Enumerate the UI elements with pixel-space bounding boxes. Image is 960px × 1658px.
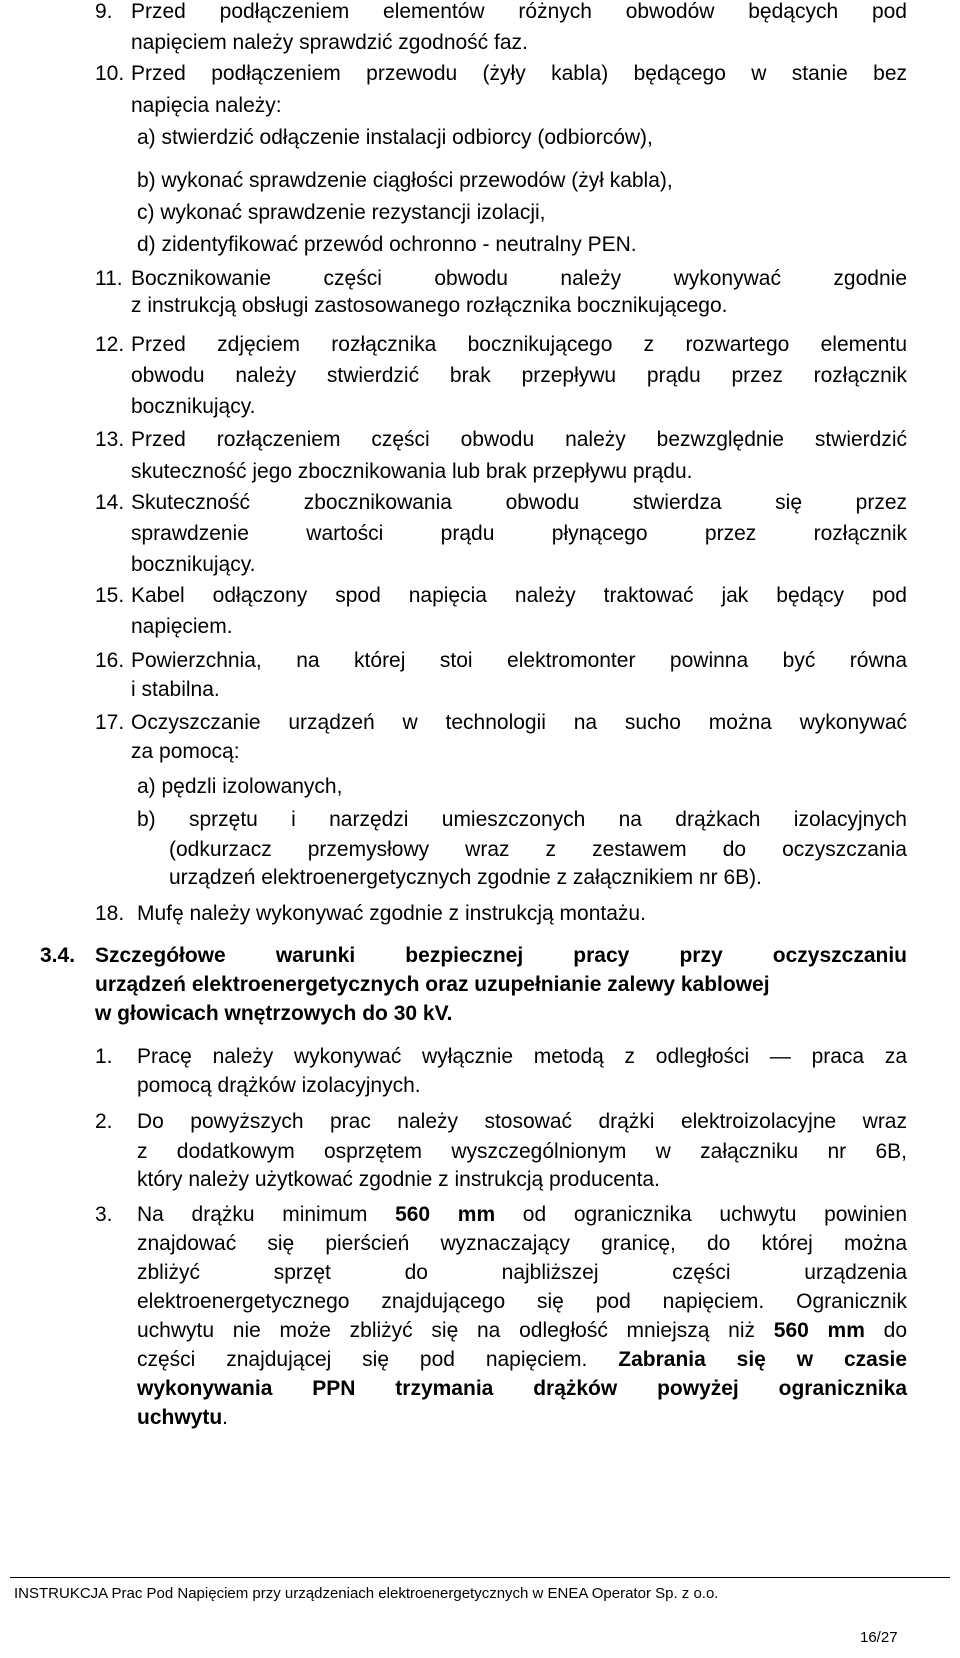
point-number-1: 1. [95,1045,113,1068]
point-3-distance: 560 mm [773,1319,865,1342]
item-17-sub-a: a) pędzli izolowanych, [137,775,343,798]
item-17-line-2: za pomocą: [131,740,240,763]
item-17-sub-b-line-2: (odkurzacz przemysłowy wraz z zestawem do oczyszczania [169,838,907,861]
item-18-line-1: Mufę należy wykonywać zgodnie z instrukcją montażu. [137,902,646,925]
item-14-line-3: bocznikujący. [131,553,256,576]
point-number-2: 2. [95,1110,113,1133]
point-3-prohibition: uchwytu [137,1406,223,1429]
item-11-line-2: z instrukcją obsługi zastosowanego rozłącznika bocznikującego. [131,294,728,317]
point-3-line-5 [137,1315,907,1346]
item-number-11: 11. [95,267,123,290]
point-3-line-4: elektroenergetycznego znajdującego się pod napięciem. Ogranicznik [137,1290,907,1313]
item-14-line-1: Skuteczność zbocznikowania obwodu stwierdza się przez [131,491,907,514]
item-13-line-2: skuteczność jego zbocznikowania lub brak przepływu prądu. [131,460,693,483]
item-number-17: 17. [95,711,125,734]
item-10-sub-d: d) zidentyfikować przewód ochronno - neutralny PEN. [137,233,637,256]
item-15-line-2: napięciem. [131,615,233,638]
item-17-line-1: Oczyszczanie urządzeń w technologii na sucho można wykonywać [131,711,907,734]
section-number: 3.4. [40,944,76,967]
item-number-15: 15. [95,584,125,607]
point-number-3: 3. [95,1203,113,1226]
item-12-line-3: bocznikujący. [131,395,256,418]
footer-text: INSTRUKCJA Prac Pod Napięciem przy urządzeniach elektroenergetycznych w ENEA Operator Sp. z o.o. [14,1585,719,1602]
item-number-18: 18. [95,902,125,925]
item-16-line-2: i stabilna. [131,678,220,701]
point-1-line-2: pomocą drążków izolacyjnych. [137,1074,421,1097]
point-3-text: do [864,1319,908,1342]
item-14-line-2: sprawdzenie wartości prądu płynącego przez rozłącznik [131,522,907,545]
item-number-12: 12. [95,333,125,356]
point-3-text: uchwytu nie może zbliżyć się na odległość mniejszą niż [137,1319,774,1342]
point-1-line-1: Pracę należy wykonywać wyłącznie metodą z odległości — praca za [137,1045,907,1068]
point-3-line-6 [137,1344,907,1375]
item-10-sub-a: a) stwierdzić odłączenie instalacji odbiorcy (odbiorców), [137,126,653,149]
item-13-line-1: Przed rozłączeniem części obwodu należy bezwzględnie stwierdzić [131,428,907,451]
item-9-line-1: Przed podłączeniem elementów różnych obwodów będących pod [131,0,907,23]
point-3-prohibition: Zabrania się w czasie [618,1348,908,1371]
item-17-sub-b-line-1: b) sprzętu i narzędzi umieszczonych na drążkach izolacyjnych [137,808,907,831]
point-2-line-2: z dodatkowym osprzętem wyszczególnionym w załączniku nr 6B, [137,1140,907,1163]
point-3-line-1 [137,1199,907,1230]
item-15-line-1: Kabel odłączony spod napięcia należy traktować jak będący pod [131,584,907,607]
item-number-9: 9. [95,0,113,23]
item-9-line-2: napięciem należy sprawdzić zgodność faz. [131,31,528,54]
item-12-line-2: obwodu należy stwierdzić brak przepływu prądu przez rozłącznik [131,364,907,387]
item-number-16: 16. [95,649,125,672]
item-10-line-2: napięcia należy: [131,94,282,117]
point-3-line-8 [137,1402,228,1433]
point-3-text: Na drążku minimum [137,1203,396,1226]
point-2-line-1: Do powyższych prac należy stosować drążki elektroizolacyjne wraz [137,1110,907,1133]
point-3-text: części znajdującej się pod napięciem. [137,1348,619,1371]
section-heading-line-3: w głowicach wnętrzowych do 30 kV. [95,1002,453,1025]
point-2-line-3: który należy użytkować zgodnie z instrukcją producenta. [137,1168,660,1191]
point-3-line-7: wykonywania PPN trzymania drążków powyżej ogranicznika [137,1377,907,1400]
section-heading-line-2: urządzeń elektroenergetycznych oraz uzupełnianie zalewy kablowej [95,973,770,996]
item-11-line-1: Bocznikowanie części obwodu należy wykonywać zgodnie [131,267,907,290]
item-17-sub-b-line-3: urządzeń elektroenergetycznych zgodnie z załącznikiem nr 6B). [169,866,762,889]
item-number-10: 10. [95,62,125,85]
item-10-line-1: Przed podłączeniem przewodu (żyły kabla) będącego w stanie bez [131,62,907,85]
point-3-line-3: zbliżyć sprzęt do najbliższej części urządzenia [137,1261,907,1284]
item-16-line-1: Powierzchnia, na której stoi elektromonter powinna być równa [131,649,907,672]
section-heading-line-1: Szczegółowe warunki bezpiecznej pracy przy oczyszczaniu [95,944,907,967]
item-number-13: 13. [95,428,125,451]
point-3-line-2: znajdować się pierścień wyznaczający granicę, do której można [137,1232,907,1255]
item-10-sub-c: c) wykonać sprawdzenie rezystancji izolacji, [137,201,546,224]
item-number-14: 14. [95,491,125,514]
point-3-distance: 560 mm [395,1203,496,1226]
item-12-line-1: Przed zdjęciem rozłącznika bocznikującego z rozwartego elementu [131,333,907,356]
point-3-text: . [222,1406,229,1429]
footer-divider [10,1577,950,1578]
point-3-text: od ogranicznika uchwytu powinien [495,1203,907,1226]
item-10-sub-b: b) wykonać sprawdzenie ciągłości przewodów (żył kabla), [137,169,673,192]
page-number: 16/27 [860,1629,898,1646]
